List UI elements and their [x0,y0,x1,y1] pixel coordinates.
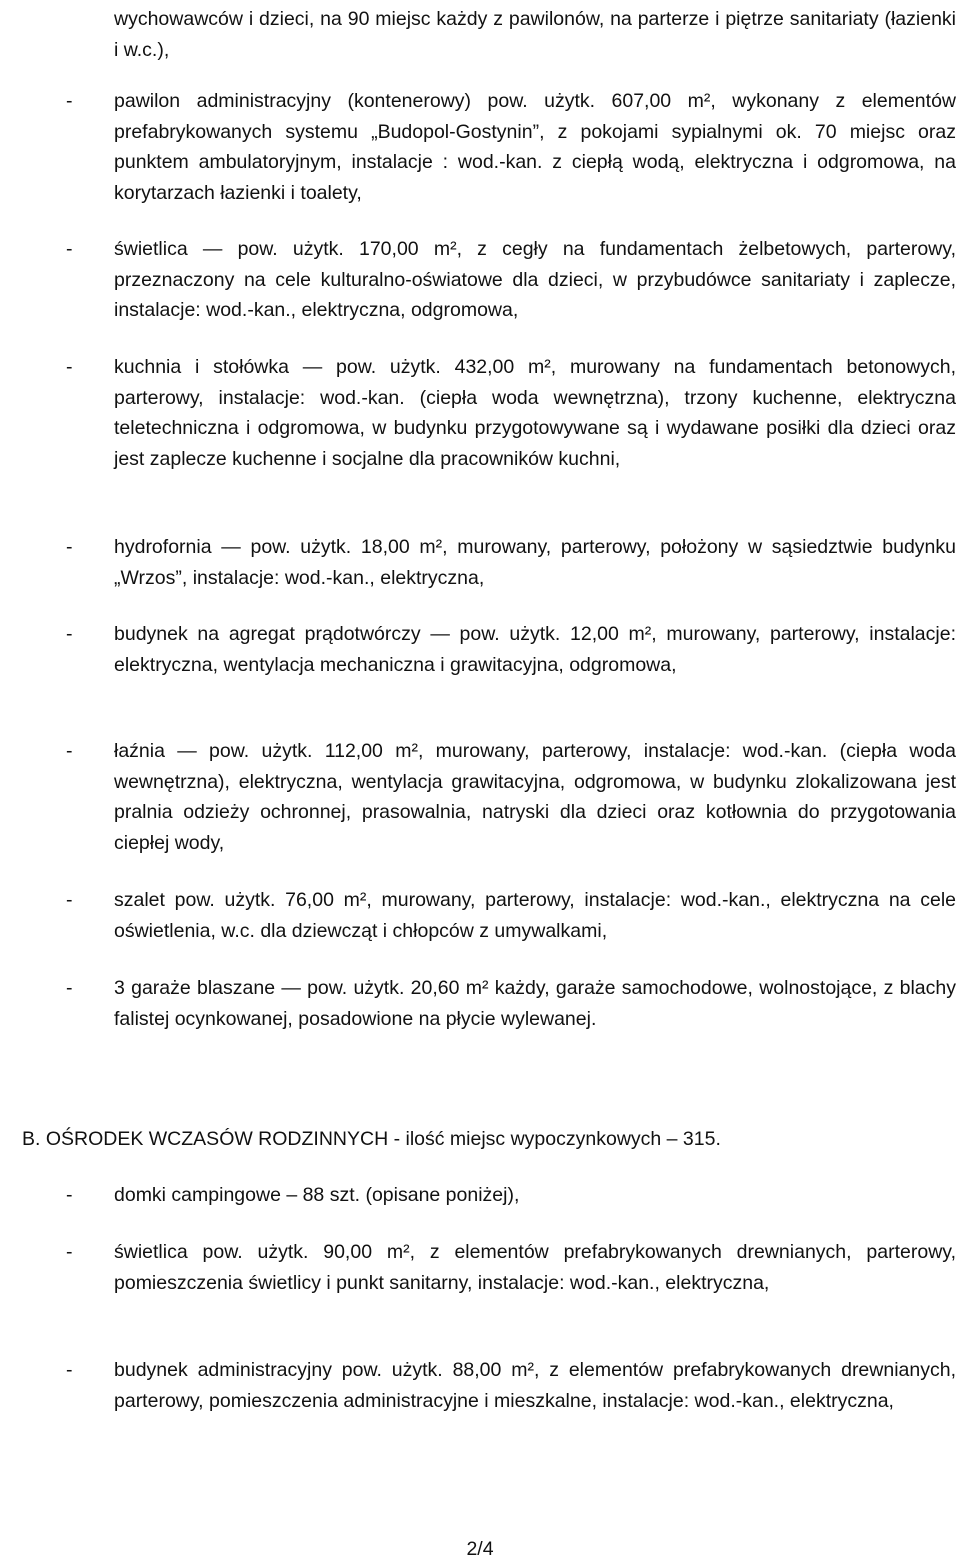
list-item-text: pawilon administracyjny (kontenerowy) pow. użytk. 607,00 m², wykonany z elementów prefabrykowanych systemu „Budopol-Gostynin”, z pokojami sypialnymi ok. 70 miejsc oraz punktem ambulatoryjnym, instalacje : wod.-kan. z ciepłą wodą, elektryczna i odgromowa, na korytarzach łazienki i toalety, [114,90,956,204]
list-item-text: 3 garaże blaszane — pow. użytk. 20,60 m² każdy, garaże samochodowe, wolnostojące, z blachy falistej ocynkowanej, posadowione na płycie wylewanej. [114,977,956,1030]
list-dash: - [66,740,73,762]
intro-text: wychowawców i dzieci, na 90 miejsc każdy z pawilonów, na parterze i piętrze sanitariaty (łazienki i w.c.), [114,8,956,61]
list-item-text: budynek administracyjny pow. użytk. 88,00 m², z elementów prefabrykowanych drewnianych, parterowy, pomieszczenia administracyjne i mieszkalne, instalacje: wod.-kan., elektryczna, [114,1359,956,1412]
list-dash: - [66,238,73,260]
list-dash: - [66,1184,73,1206]
list-dash: - [66,889,73,911]
list-dash: - [66,623,73,645]
section-b-heading: B. OŚRODEK WCZASÓW RODZINNYCH - ilość miejsc wypoczynkowych – 315. [22,1128,721,1150]
list-item-text: hydrofornia — pow. użytk. 18,00 m², murowany, parterowy, położony w sąsiedztwie budynku „Wrzos”, instalacje: wod.-kan., elektryczna, [114,536,956,589]
list-dash: - [66,356,73,378]
list-dash: - [66,977,73,999]
list-item-text: świetlica — pow. użytk. 170,00 m², z cegły na fundamentach żelbetowych, parterowy, przeznaczony na cele kulturalno-oświatowe dla dzieci, w przybudówce sanitariaty i zaplecze, instalacje: wod.-kan., elektryczna, odgromowa, [114,238,956,321]
list-dash: - [66,1359,73,1381]
list-item-text: budynek na agregat prądotwórczy — pow. użytk. 12,00 m², murowany, parterowy, instalacje: elektryczna, wentylacja mechaniczna i grawitacyjna, odgromowa, [114,623,956,676]
list-item-text: łaźnia — pow. użytk. 112,00 m², murowany, parterowy, instalacje: wod.-kan. (ciepła woda wewnętrzna), elektryczna, wentylacja grawitacyjna, odgromowa, w budynku zlokalizowana jest pralnia odzieży ochronnej, prasowalnia, natryski dla dzieci oraz kotłownia do przygotowania ciepłej wody, [114,740,956,854]
list-item-text: szalet pow. użytk. 76,00 m², murowany, parterowy, instalacje: wod.-kan., elektryczna na cele oświetlenia, w.c. dla dziewcząt i chłopców z umywalkami, [114,889,956,942]
list-dash: - [66,1241,73,1263]
list-item-text: świetlica pow. użytk. 90,00 m², z elementów prefabrykowanych drewnianych, parterowy, pomieszczenia świetlicy i punkt sanitarny, instalacje: wod.-kan., elektryczna, [114,1241,956,1294]
list-item-text: domki campingowe – 88 szt. (opisane poniżej), [114,1184,520,1206]
list-item-text: kuchnia i stołówka — pow. użytk. 432,00 m², murowany na fundamentach betonowych, parterowy, instalacje: wod.-kan. (ciepła woda wewnętrzna), trzony kuchenne, elektryczna teletechniczna i odgromowa, w budynku przygotowywane są i wydawane posiłki dla dzieci oraz jest zaplecze kuchenne i socjalne dla pracowników kuchni, [114,356,956,470]
list-dash: - [66,536,73,558]
list-dash: - [66,90,73,112]
page-number: 2/4 [466,1538,494,1560]
